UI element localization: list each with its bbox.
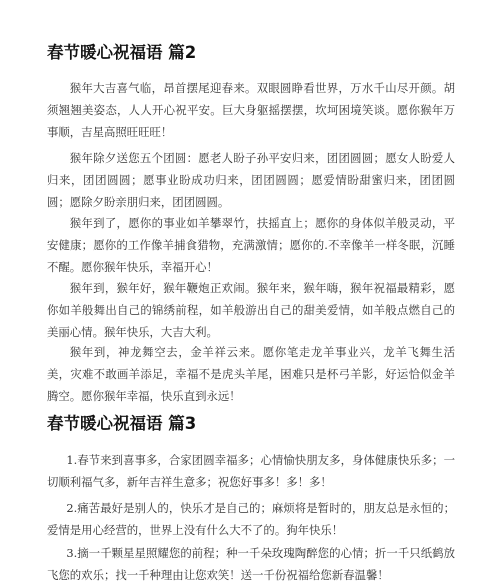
section-2-paragraph-5: 猴年到，神龙舞空去，金羊祥云来。愿你笔走龙羊事业兴，龙羊飞舞生活美，灾难不敢画羊添足，幸福不是虎头羊尾，困难只是杯弓羊影，好运恰似金羊腾空。愿你猴年幸福，快乐直到永远！ bbox=[47, 345, 455, 403]
section-2-paragraph-3: 猴年到了，愿你的事业如羊攀翠竹，扶摇直上；愿你的身体似羊般灵动，平安健康；愿你的工作像羊捕食猎物，充满激情；愿你的.不幸像羊一样冬眠，沉睡不醒。愿你猴年快乐，幸福开心！ bbox=[47, 216, 455, 274]
section-2-paragraph-1: 猴年大吉喜气临，昂首摆尾迎春来。双眼圆睁看世界，万水千山尽开颜。胡须翘翘美姿态，人人开心祝平安。巨大身躯摇摆摆，坎坷困境笑谈。愿你猴年万事顺，吉星高照旺旺旺！ bbox=[47, 81, 455, 139]
section-3-item-2: 2.痛苦最好是别人的，快乐才是自己的；麻烦将是暂时的，朋友总是永恒的；爱情是用心经营的，世界上没有什么大不了的。狗年快乐！ bbox=[47, 501, 455, 537]
section-3-title: 春节暖心祝福语 篇3 bbox=[47, 414, 197, 433]
section-2-paragraph-4: 猴年到，猴年好，猴年鞭炮正欢闹。猴年来，猴年嗨，猴年祝福最精彩，愿你如羊般舞出自己的锦绣前程，如羊般游出自己的甜美爱情，如羊般点燃自己的美丽心情。猴年快乐，大吉大利。 bbox=[47, 281, 455, 339]
section-3-item-3: 3.摘一千颗星星照耀您的前程；种一千朵玫瑰陶醉您的心情；折一千只纸鹤放飞您的欢乐；找一千种理由让您欢笑！送一千份祝福给您新春温馨！ bbox=[47, 546, 455, 582]
section-3-item-1: 1.春节来到喜事多，合家团圆幸福多；心情愉快朋友多，身体健康快乐多；一切顺利福气多，新年吉祥生意多；祝您好事多！多！多！ bbox=[47, 453, 455, 489]
section-2-paragraph-2: 猴年除夕送您五个团圆：愿老人盼子孙平安归来，团团圆圆；愿女人盼爱人归来，团团圆圆；愿事业盼成功归来，团团圆圆；愿爱情盼甜蜜归来，团团圆圆；愿除夕盼亲朋归来，团团圆圆。 bbox=[47, 151, 455, 209]
section-2-title: 春节暖心祝福语 篇2 bbox=[47, 43, 197, 62]
